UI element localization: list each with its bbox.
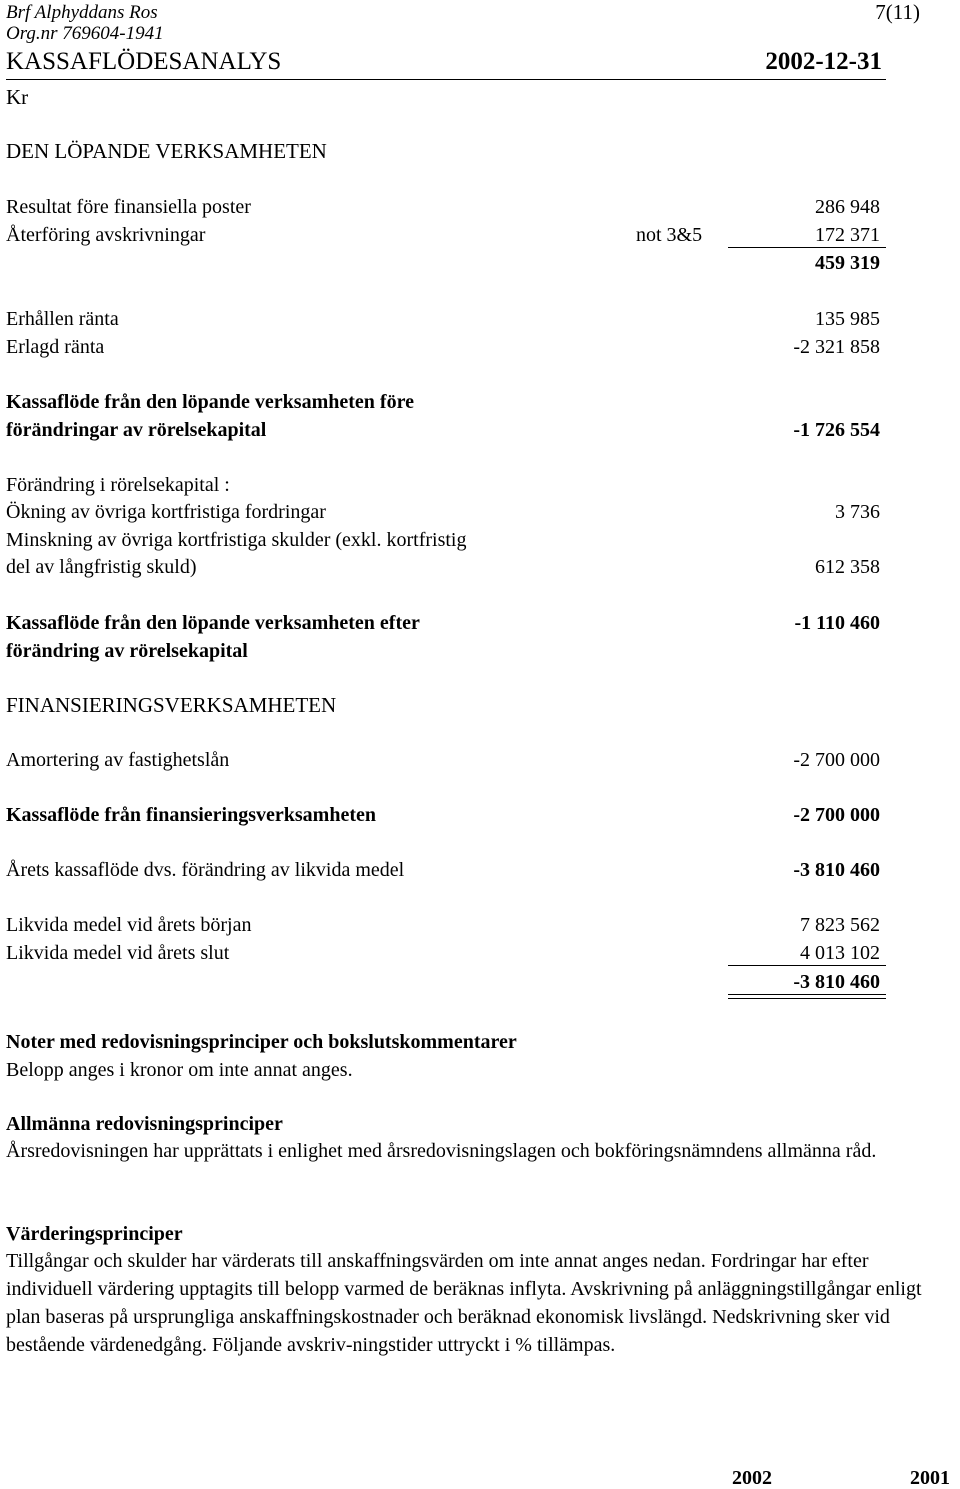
note-reference: not 3&5 xyxy=(636,224,703,246)
valuation-principles-heading: Värderingsprinciper xyxy=(6,1223,183,1245)
row-label: Minskning av övriga kortfristiga skulder (exkl. kortfristig xyxy=(6,529,467,551)
double-rule-bottom xyxy=(728,998,886,999)
page-number: 7(11) xyxy=(875,0,920,24)
row-label: Återföring avskrivningar xyxy=(6,224,206,246)
general-principles-heading: Allmänna redovisningsprinciper xyxy=(6,1113,283,1135)
notes-heading: Noter med redovisningsprinciper och bokslutskommentarer xyxy=(6,1031,517,1053)
row-value: -1 110 460 xyxy=(794,612,880,634)
row-label: Likvida medel vid årets början xyxy=(6,914,252,936)
row-label: del av långfristig skuld) xyxy=(6,556,197,578)
total-value: -3 810 460 xyxy=(793,971,880,993)
row-label: Likvida medel vid årets slut xyxy=(6,942,230,964)
valuation-principles-text: Tillgångar och skulder har värderats till anskaffningsvärden om inte annat anges nedan. Fordringar har efter individuell värdering upptagits till belopp varmed de beräknas inflyta. Avskrivning på anläggningstillgångar enligt plan baseras på ursprungliga anskaffningskostnader och beräknad ekonomisk livslängd. Nedskrivning sker vid bestående värdenedgång. Följande avskriv-ningstider uttryckt i % tillämpas. xyxy=(6,1250,922,1356)
notes-intro: Belopp anges i kronor om inte annat anges. xyxy=(6,1059,353,1081)
org-number: Org.nr 769604-1941 xyxy=(6,23,164,44)
year-column-2001: 2001 xyxy=(910,1467,950,1489)
row-label: Ökning av övriga kortfristiga fordringar xyxy=(6,501,326,523)
row-value: 172 371 xyxy=(815,224,880,246)
company-name: Brf Alphyddans Ros xyxy=(6,2,158,23)
row-value: 135 985 xyxy=(815,308,880,330)
currency-label: Kr xyxy=(6,85,29,109)
row-value: 4 013 102 xyxy=(800,942,880,964)
row-value: -2 700 000 xyxy=(793,749,880,771)
general-principles-text: Årsredovisningen har upprättats i enlighet med årsredovisningslagen och bokföringsnämndens allmänna råd. xyxy=(6,1140,877,1162)
row-value: -1 726 554 xyxy=(793,419,880,441)
row-value: -2 321 858 xyxy=(793,336,880,358)
row-label: Erlagd ränta xyxy=(6,336,105,358)
row-label: Kassaflöde från finansieringsverksamheten xyxy=(6,804,376,826)
row-label: Årets kassaflöde dvs. förändring av likvida medel xyxy=(6,859,405,881)
row-value: 7 823 562 xyxy=(800,914,880,936)
report-date: 2002-12-31 xyxy=(765,48,882,75)
section-financing-heading: FINANSIERINGSVERKSAMHETEN xyxy=(6,693,337,717)
row-label: Förändring i rörelsekapital : xyxy=(6,474,230,496)
row-label: Kassaflöde från den löpande verksamheten efter xyxy=(6,612,420,634)
row-value: -2 700 000 xyxy=(793,804,880,826)
row-label: Resultat före finansiella poster xyxy=(6,196,251,218)
row-label: förändringar av rörelsekapital xyxy=(6,419,267,441)
row-label: Amortering av fastighetslån xyxy=(6,749,230,771)
header-rule xyxy=(6,79,886,80)
row-label: Erhållen ränta xyxy=(6,308,119,330)
double-rule-top xyxy=(728,994,886,995)
year-column-2002: 2002 xyxy=(732,1467,772,1489)
sum-rule xyxy=(728,965,886,966)
sum-rule xyxy=(728,247,886,248)
row-value: -3 810 460 xyxy=(793,859,880,881)
section-operating-heading: DEN LÖPANDE VERKSAMHETEN xyxy=(6,139,327,163)
page-title: KASSAFLÖDESANALYS xyxy=(6,48,282,75)
row-label: Kassaflöde från den löpande verksamheten före xyxy=(6,391,414,413)
row-label: förändring av rörelsekapital xyxy=(6,640,248,662)
subtotal-value: 459 319 xyxy=(815,252,880,274)
row-value: 3 736 xyxy=(835,501,880,523)
row-value: 612 358 xyxy=(815,556,880,578)
row-value: 286 948 xyxy=(815,196,880,218)
